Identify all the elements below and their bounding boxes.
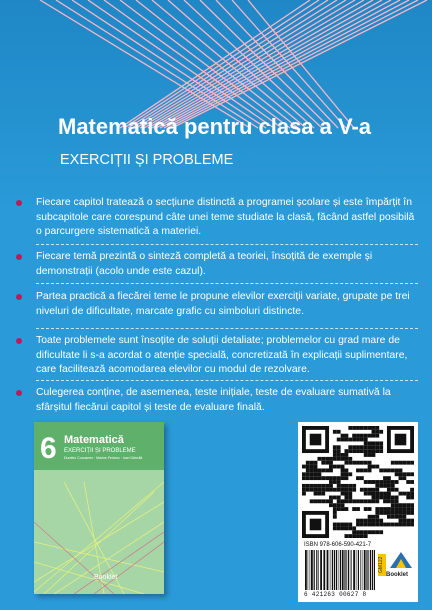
divider (36, 328, 418, 329)
feature-item (16, 196, 416, 240)
isbn-label: ISBN 978-606-590-421-7 (304, 542, 372, 548)
divider (36, 380, 418, 381)
product-code-tag: GM122 (378, 554, 386, 576)
feature-item (16, 250, 416, 279)
book-cover-thumbnail (34, 422, 164, 594)
code-panel (298, 422, 418, 602)
bullet-dot-icon (16, 338, 22, 344)
book-title: Matematică (64, 434, 124, 446)
publisher-logo-text: Booklet (386, 572, 409, 578)
qr-code-icon (302, 426, 414, 538)
divider (36, 244, 418, 245)
barcode-icon (304, 550, 376, 590)
book-authors: Dumitru Cucoanes · Marius Perianu · Ioan Dăncilă (64, 456, 143, 460)
book-grade-number: 6 (40, 432, 57, 465)
feature-text: Fiecare temă prezintă o sinteză completă a teoriei, însoțită de exemple și demonstrații (acolo unde este cazul). (36, 251, 373, 277)
publisher-logo-icon (388, 550, 414, 570)
barcode-digits: 6 421263 00627 8 (304, 591, 367, 598)
page-title: Matematică pentru clasa a V-a (58, 114, 372, 139)
bullet-dot-icon (16, 390, 22, 396)
page-subtitle: EXERCIȚII ȘI PROBLEME (60, 152, 234, 168)
feature-text: Fiecare capitol tratează o secțiune distinctă a programei școlare și este împărțit în subcapitole care corespund câte unei teme studiate la clasă, făcând astfel posibilă o parcurgere sistematică a materiei. (36, 197, 415, 238)
divider (36, 283, 418, 284)
feature-item (16, 290, 416, 319)
book-publisher: Booklet (94, 574, 118, 581)
feature-text: Culegerea conține, de asemenea, teste inițiale, teste de evaluare sumativă la sfârșitul fiecărui capitol și teste de evaluare finală. (36, 387, 391, 413)
bullet-dot-icon (16, 200, 22, 206)
feature-item (16, 386, 416, 415)
bullet-dot-icon (16, 294, 22, 300)
feature-item (16, 334, 416, 378)
book-subtitle: EXERCIȚII ȘI PROBLEME (64, 448, 136, 454)
feature-text: Toate problemele sunt însoțite de soluții detaliate; problemelor cu grad mare de dificultate li s-a acordat o atenție specială, concretizată în explicații suplimentare, care facilitează acomodarea elevilor cu modul de rezolvare. (36, 335, 408, 376)
feature-text: Partea practică a fiecărei teme le propune elevilor exerciții variate, grupate pe trei niveluri de dificultate, marcate grafic cu simboluri distincte. (36, 291, 410, 317)
decorative-line-art (0, 0, 432, 130)
bullet-dot-icon (16, 254, 22, 260)
